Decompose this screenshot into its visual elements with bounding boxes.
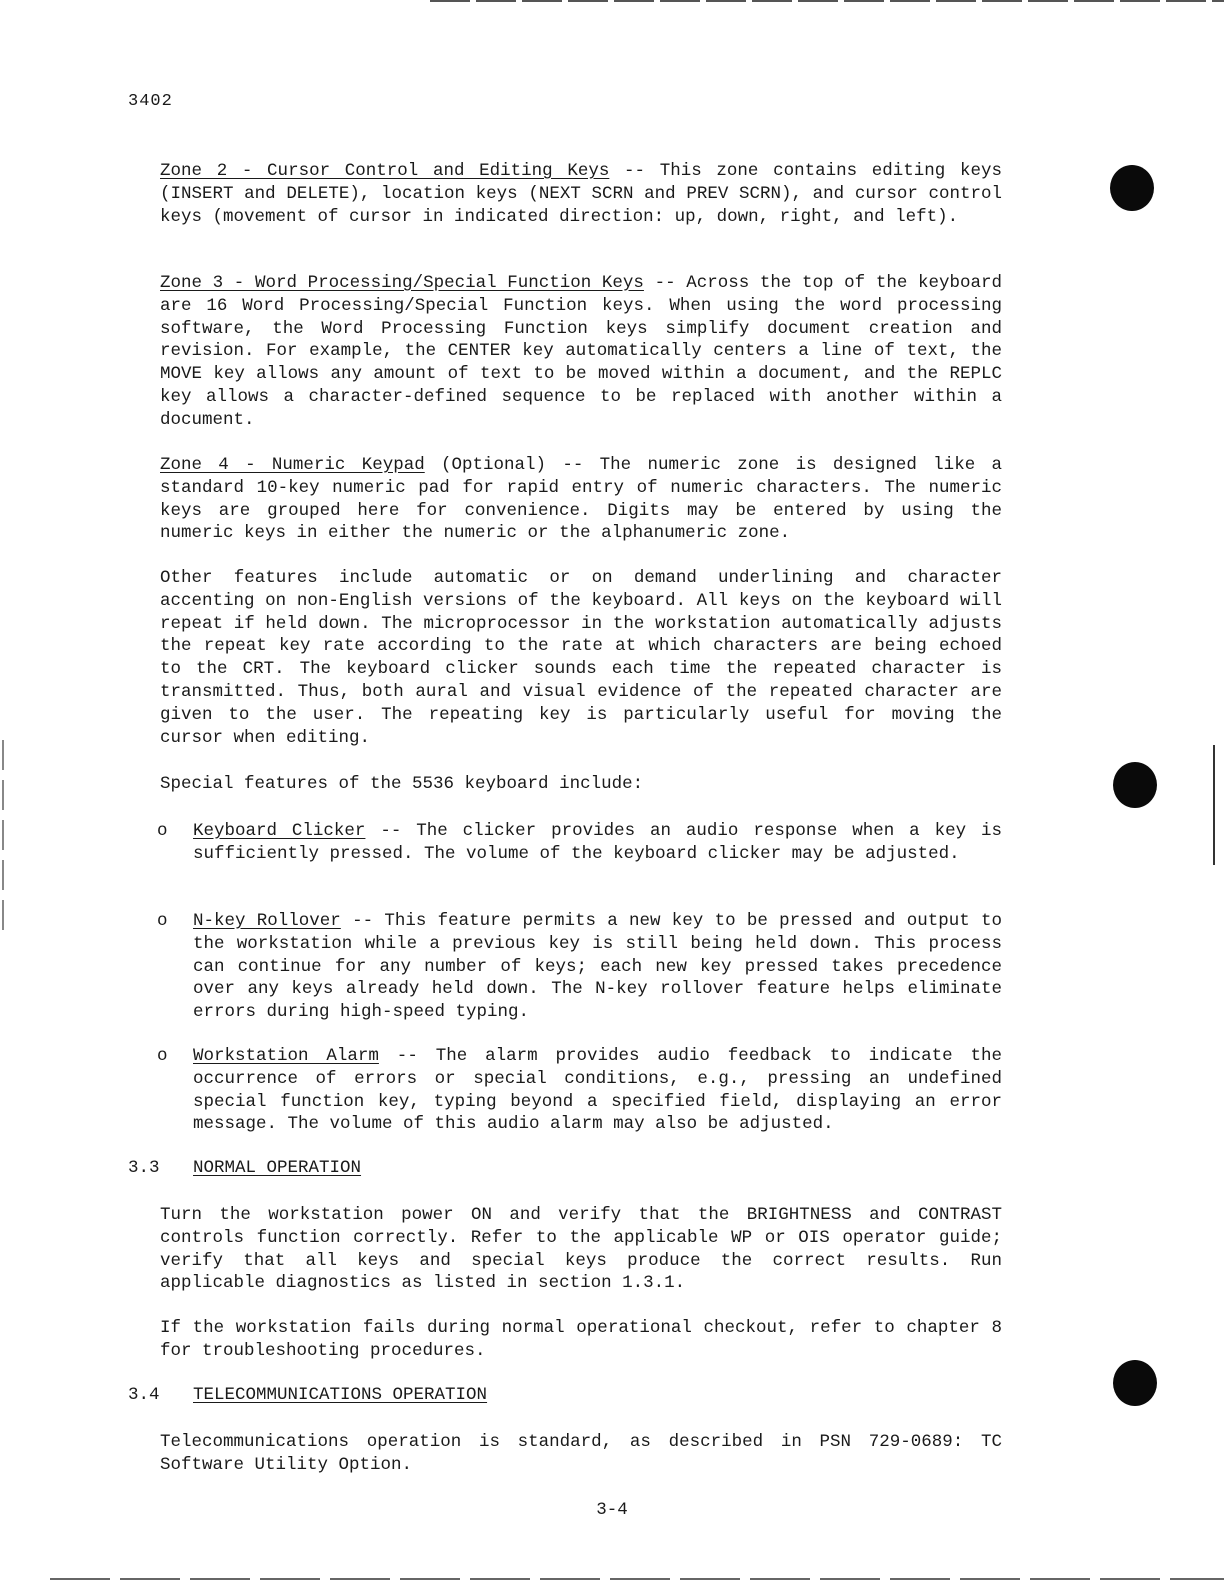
- bullet-title: Workstation Alarm: [193, 1046, 379, 1066]
- top-scan-rule: [430, 0, 1224, 2]
- special-features-intro: Special features of the 5536 keyboard include:: [160, 774, 644, 794]
- bullet-keyboard-clicker: [193, 820, 1002, 866]
- other-features-paragraph: Other features include automatic or on demand underlining and character accenting on non-English versions of the keyboard. All keys on the keyboard will repeat if held down. The microprocessor in the workstation automatically adjusts the repeat key rate according to the rate at which characters are being echoed to the CRT. The keyboard clicker sounds each time the repeated character is transmitted. Thus, both aural and visual evidence of the repeated character are given to the user. The repeating key is particularly useful for moving the cursor when editing.: [160, 568, 1002, 748]
- page-number: 3-4: [596, 1500, 628, 1520]
- bullet-mark-alarm: o: [157, 1046, 168, 1066]
- punch-hole-bottom: [1113, 1360, 1157, 1406]
- punch-hole-top: [1110, 165, 1154, 211]
- bullet-body: -- This feature permits a new key to be pressed and output to the workstation while a previous key is still being held down. This process can continue for any number of keys; each new key pressed takes precedence over any keys already held down. The N-key rollover feature helps eliminate errors during high-speed typing.: [193, 911, 1003, 1023]
- document-id: 3402: [128, 92, 173, 111]
- bullet-n-key-rollover: [193, 910, 1002, 1024]
- bullet-mark-clicker: o: [157, 821, 168, 841]
- section-3-4-number: 3.4: [128, 1385, 160, 1405]
- bullet-title: N-key Rollover: [193, 911, 341, 931]
- punch-hole-middle: [1113, 762, 1157, 808]
- zone2-title: Zone 2 - Cursor Control and Editing Keys: [160, 161, 610, 181]
- section-3-3-number: 3.3: [128, 1158, 160, 1178]
- zone3-title: Zone 3 - Word Processing/Special Function Keys: [160, 273, 644, 293]
- section-3-3-title: NORMAL OPERATION: [193, 1158, 362, 1178]
- zone2-paragraph: [160, 160, 1002, 228]
- bullet-body: -- The clicker provides an audio response when a key is sufficiently pressed. The volume of the keyboard clicker may be adjusted.: [193, 821, 1002, 864]
- section-3-3-paragraph-1: Turn the workstation power ON and verify that the BRIGHTNESS and CONTRAST controls function correctly. Refer to the applicable WP or OIS operator guide; verify that all keys and special keys produce the correct results. Run applicable diagnostics as listed in section 1.3.1.: [160, 1205, 1002, 1294]
- bullet-workstation-alarm: [193, 1045, 1002, 1136]
- bottom-scan-rule: [50, 1578, 1224, 1580]
- zone2-body: -- This zone contains editing keys (INSERT and DELETE), location keys (NEXT SCRN and PREV SCRN), and cursor control keys (movement of cursor in indicated direction: up, down, right, and left).: [160, 161, 1002, 227]
- section-3-3-paragraph-2: If the workstation fails during normal operational checkout, refer to chapter 8 for troubleshooting procedures.: [160, 1318, 1002, 1361]
- zone4-body: (Optional) -- The numeric zone is designed like a standard 10-key numeric pad for rapid entry of numeric characters. The numeric keys are grouped here for convenience. Digits may be entered by using the numeric keys in either the numeric or the alphanumeric zone.: [160, 455, 1002, 544]
- right-edge-mark: [1213, 745, 1215, 865]
- bullet-mark-rollover: o: [157, 911, 168, 931]
- bullet-title: Keyboard Clicker: [193, 821, 366, 841]
- zone3-paragraph: [160, 272, 1002, 432]
- zone4-paragraph: [160, 454, 1002, 545]
- section-3-4-paragraph-1: Telecommunications operation is standard, as described in PSN 729-0689: TC Software Utility Option.: [160, 1432, 1002, 1475]
- bullet-body: -- The alarm provides audio feedback to indicate the occurrence of errors or special conditions, e.g., pressing an undefined special function key, typing beyond a specified field, displaying an error message. The volume of this audio alarm may also be adjusted.: [193, 1046, 1002, 1135]
- zone4-title: Zone 4 - Numeric Keypad: [160, 455, 425, 475]
- zone3-body: -- Across the top of the keyboard are 16 Word Processing/Special Function keys. When using the word processing software, the Word Processing Function keys simplify document creation and revision. For example, the CENTER key automatically centers a line of text, the MOVE key allows any amount of text to be moved within a document, and the REPLC key allows a character-defined sequence to be replaced with another within a document.: [160, 273, 1002, 430]
- section-3-4-title: TELECOMMUNICATIONS OPERATION: [193, 1385, 488, 1405]
- left-edge-mark: [2, 740, 4, 940]
